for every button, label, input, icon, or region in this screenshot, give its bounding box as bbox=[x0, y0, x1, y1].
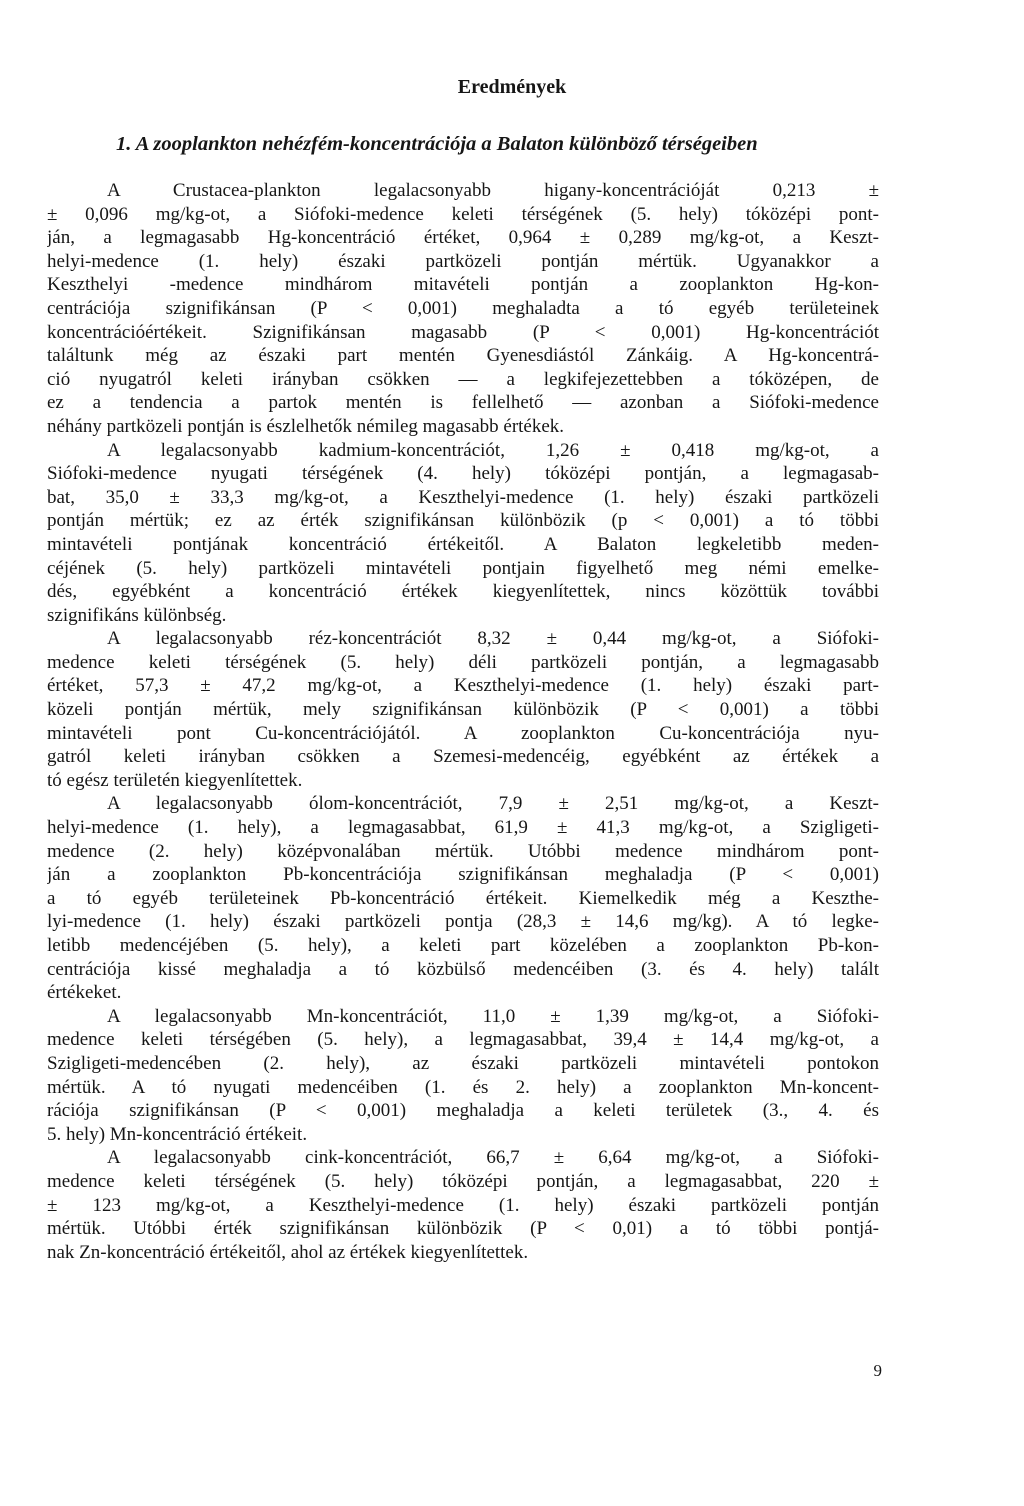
text-line: találtunk még az északi part mentén Gyenesdiástól Zánkáig. A Hg-koncentrá- bbox=[47, 345, 879, 367]
text-line: ez a tendencia a partok mentén is fellelhető — azonban a Siófoki-medence bbox=[47, 392, 879, 414]
text-line: medence keleti térségének (5. hely) tóközépi pontján, a legmagasabbat, 220 ± bbox=[47, 1170, 879, 1192]
text-line: mértük. Utóbbi érték szignifikánsan különbözik (P < 0,01) a tó többi pontjá- bbox=[47, 1218, 879, 1240]
text-line: tó egész területén kiegyenlítettek. bbox=[47, 769, 303, 791]
text-line: letibb medencéjében (5. hely), a keleti part közelében a zooplankton Pb-kon- bbox=[47, 935, 879, 956]
text-line: medence (2. hely) középvonalában mértük. Utóbbi medence mindhárom pont- bbox=[47, 840, 879, 862]
text-line: A legalacsonyabb kadmium-koncentrációt, 1,26 ± 0,418 mg/kg-ot, a bbox=[107, 439, 879, 461]
text-line: medence keleti térségének (5. hely) déli partközeli pontján, a legmagasabb bbox=[47, 651, 879, 673]
text-line: értékeket. bbox=[47, 982, 122, 1004]
text-line: centrációja szignifikánsan (P < 0,001) meghaladta a tó egyéb területeinek bbox=[47, 297, 879, 319]
text-line: ján, a legmagasabb Hg-koncentráció értéket, 0,964 ± 0,289 mg/kg-ot, a Keszt- bbox=[47, 227, 879, 249]
text-line: néhány partközeli pontján is észlelhetők némileg magasabb értékek. bbox=[47, 415, 565, 437]
text-line: a tó egyéb területeinek Pb-koncentráció értékeit. Kiemelkedik még a Keszthe- bbox=[47, 887, 879, 909]
paragraph bbox=[47, 179, 879, 439]
text-line: helyi-medence (1. hely), a legmagasabbat, 61,9 ± 41,3 mg/kg-ot, a Szigligeti- bbox=[47, 817, 879, 839]
text-line: helyi-medence (1. hely) északi partközeli pontján mértük. Ugyanakkor a bbox=[47, 250, 879, 272]
paragraph bbox=[47, 1005, 879, 1147]
text-line: A Crustacea-plankton legalacsonyabb higany-koncentrációját 0,213 ± bbox=[107, 180, 879, 201]
text-line: gatról keleti irányban csökken a Szemesi-medencéig, egyébként az értékek a bbox=[47, 746, 879, 768]
text-line: dés, egyébként a koncentráció értékek kiegyenlítettek, nincs közöttük további bbox=[47, 581, 879, 603]
paragraph bbox=[47, 792, 879, 1004]
text-line: ció nyugatról keleti irányban csökken — a legkifejezettebben a tóközépen, de bbox=[47, 368, 879, 390]
text-line: centrációja kissé meghaladja a tó közbülső medencéiben (3. és 4. hely) talált bbox=[47, 958, 879, 980]
text-line: értéket, 57,3 ± 47,2 mg/kg-ot, a Keszthelyi-medence (1. hely) északi part- bbox=[47, 675, 879, 697]
text-line: koncentrációértékeit. Szignifikánsan magasabb (P < 0,001) Hg-koncentrációt bbox=[47, 321, 879, 343]
text-line: A legalacsonyabb cink-koncentrációt, 66,7 ± 6,64 mg/kg-ot, a Siófoki- bbox=[107, 1147, 879, 1169]
subsection-heading: 1. A zooplankton nehézfém-koncentrációja a Balaton különböző térségeiben bbox=[116, 133, 758, 155]
text-line: szignifikáns különbség. bbox=[47, 604, 227, 626]
body-text bbox=[47, 179, 879, 1264]
text-line: céjének (5. hely) partközeli mintavételi pontjain figyelhető meg némi emelke- bbox=[47, 557, 879, 579]
text-line: ± 0,096 mg/kg-ot, a Siófoki-medence keleti térségének (5. hely) tóközépi pont- bbox=[47, 203, 879, 225]
text-line: mintavételi pont Cu-koncentrációjától. A zooplankton Cu-koncentrációja nyu- bbox=[47, 722, 879, 744]
text-line: ján a zooplankton Pb-koncentrációja szignifikánsan meghaladja (P < 0,001) bbox=[47, 864, 879, 886]
text-line: mintavételi pontjának koncentráció értékeitől. A Balaton legkeletibb meden- bbox=[47, 533, 879, 555]
text-line: pontján mértük; ez az érték szignifikánsan különbözik (p < 0,001) a tó többi bbox=[47, 510, 879, 532]
paragraph bbox=[47, 627, 879, 792]
text-line: rációja szignifikánsan (P < 0,001) meghaladja a keleti területek (3., 4. és bbox=[47, 1100, 879, 1122]
text-line: nak Zn-koncentráció értékeitől, ahol az értékek kiegyenlítettek. bbox=[47, 1241, 529, 1263]
section-heading: Eredmények bbox=[457, 76, 567, 98]
text-line: ± 123 mg/kg-ot, a Keszthelyi-medence (1. hely) északi partközeli pontján bbox=[47, 1194, 879, 1216]
text-line: lyi-medence (1. hely) északi partközeli pontja (28,3 ± 14,6 mg/kg). A tó legke- bbox=[47, 911, 879, 933]
paragraph bbox=[47, 439, 879, 628]
text-line: A legalacsonyabb Mn-koncentrációt, 11,0 ± 1,39 mg/kg-ot, a Siófoki- bbox=[107, 1005, 879, 1027]
text-line: medence keleti térségében (5. hely), a legmagasabbat, 39,4 ± 14,4 mg/kg-ot, a bbox=[47, 1029, 879, 1051]
text-line: Siófoki-medence nyugati térségének (4. hely) tóközépi pontján, a legmagasab- bbox=[47, 463, 879, 485]
text-line: Szigligeti-medencében (2. hely), az északi partközeli mintavételi pontokon bbox=[47, 1052, 879, 1074]
page-number: 9 bbox=[873, 1361, 882, 1380]
text-line: A legalacsonyabb réz-koncentrációt 8,32 ± 0,44 mg/kg-ot, a Siófoki- bbox=[107, 628, 879, 650]
paragraph bbox=[47, 1146, 879, 1264]
text-line: 5. hely) Mn-koncentráció értékeit. bbox=[47, 1123, 308, 1145]
text-line: mértük. A tó nyugati medencéiben (1. és 2. hely) a zooplankton Mn-koncent- bbox=[47, 1076, 879, 1098]
text-line: közeli pontján mértük, mely szignifikánsan különbözik (P < 0,001) a többi bbox=[47, 699, 879, 721]
text-line: Keszthelyi -medence mindhárom mitavételi pontján a zooplankton Hg-kon- bbox=[47, 274, 879, 296]
text-line: A legalacsonyabb ólom-koncentrációt, 7,9 ± 2,51 mg/kg-ot, a Keszt- bbox=[107, 793, 879, 815]
text-line: bat, 35,0 ± 33,3 mg/kg-ot, a Keszthelyi-medence (1. hely) északi partközeli bbox=[47, 486, 879, 508]
